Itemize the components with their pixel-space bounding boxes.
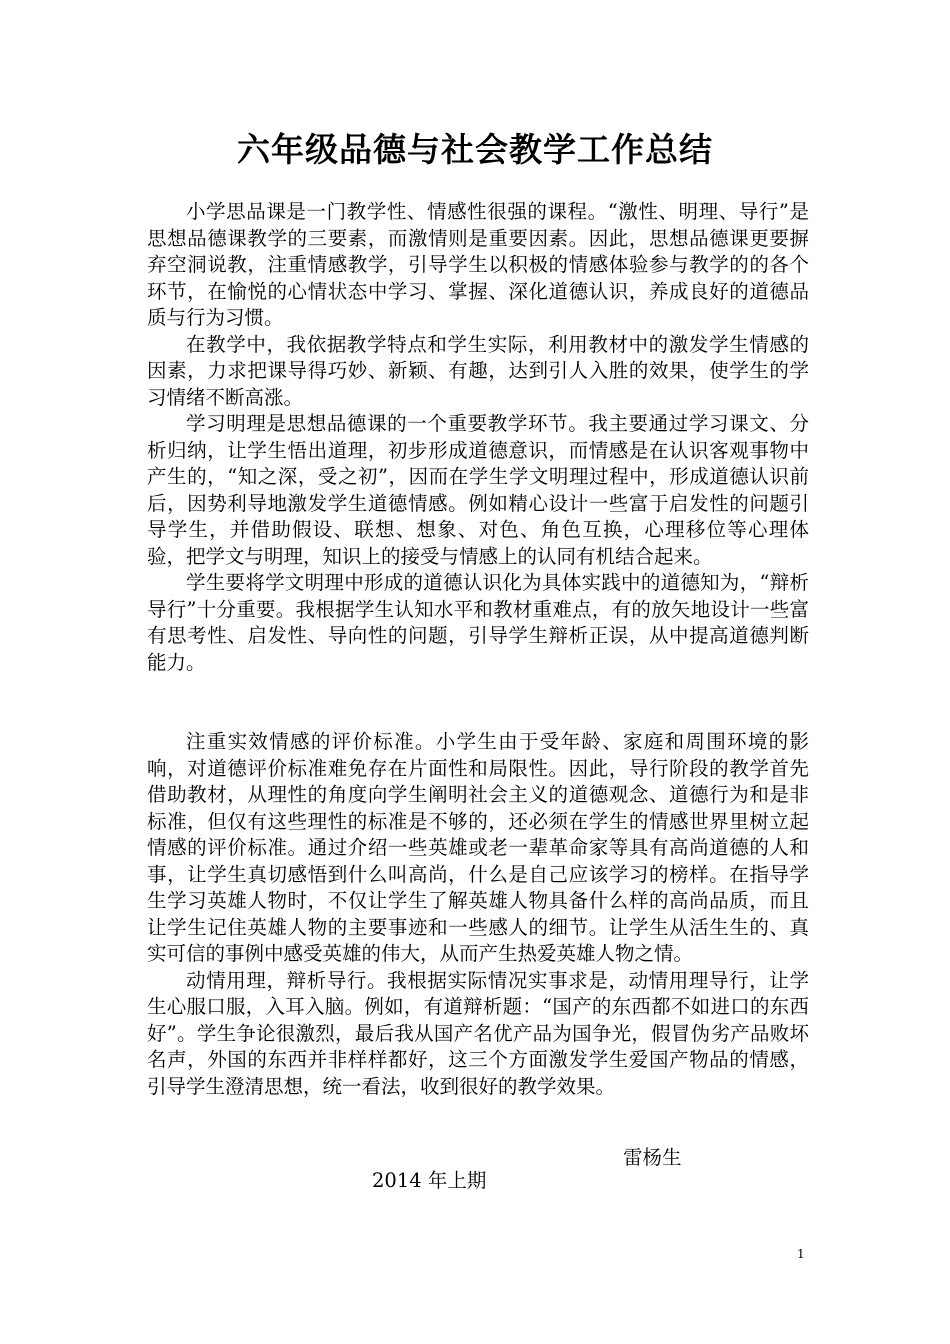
author-signature: 雷杨生 [623,1146,682,1169]
paragraph-intro: 小学思品课是一门教学性、情感性很强的课程。“激性、明理、导行”是思想品德课教学的三要素，而激情则是重要因素。因此，思想品德课更要摒弃空洞说教，注重情感教学，引导学生以积极的情感体验参与教学的的各个环节，在愉悦的心情状态中学习、掌握、深化道德认识，养成良好的道德品质与行为习惯。 [147,200,809,329]
paragraph-practice: 学生要将学文明理中形成的道德认识化为具体实践中的道德知为，“辩析导行”十分重要。我根据学生认知水平和教材重难点，有的放矢地设计一些富有思考性、启发性、导向性的问题，引导学生辩析正误，从中提高道德判断能力。 [147,571,809,674]
document-body [147,199,809,1100]
paragraph-reasoning: 学习明理是思想品德课的一个重要教学环节。我主要通过学习课文、分析归纳，让学生悟出道理，初步形成道德意识，而情感是在认识客观事物中产生的，“知之深，受之初”，因而在学生学文明理过程中，形成道德认识前后，因势利导地激发学生道德情感。例如精心设计一些富于启发性的问题引导学生，并借助假设、联想、想象、对色、角色互换，心理移位等心理体验，把学文与明理，知识上的接受与情感上的认同有机结合起来。 [147,412,809,568]
paragraph-evaluation: 注重实效情感的评价标准。小学生由于受年龄、家庭和周围环境的影响，对道德评价标准难免存在片面性和局限性。因此，导行阶段的教学首先借助教材，从理性的角度向学生阐明社会主义的道德观念、道德行为和是非标准，但仅有这些理性的标准是不够的，还必须在学生的情感世界里树立起情感的评价标准。通过介绍一些英雄或老一辈革命家等具有高尚道德的人和事，让学生真切感悟到什么叫高尚，什么是自己应该学习的榜样。在指导学生学习英雄人物时，不仅让学生了解英雄人物具备什么样的高尚品质，而且让学生记住英雄人物的主要事迹和一些感人的细节。让学生从活生生的、真实可信的事例中感受英雄的伟大，从而产生热爱英雄人物之情。 [147,730,809,965]
page-number: 1 [797,1247,805,1261]
paragraph-gap [147,676,809,729]
paragraph-teaching: 在教学中，我依据教学特点和学生实际，利用教材中的激发学生情感的因素，力求把课导得巧妙、新颖、有趣，达到引人入胜的效果，使学生的学习情绪不断高涨。 [147,332,809,409]
document-date: 2014 年上期 [372,1169,487,1192]
paragraph-guidance: 动情用理，辩析导行。我根据实际情况实事求是，动情用理导行，让学生心服口服，入耳入脑。例如，有道辩析题：“国产的东西都不如进口的东西好”。学生争论很激烈，最后我从国产名优产品为国争光，假冒伪劣产品败坏名声，外国的东西并非样样都好，这三个方面激发学生爱国产物品的情感，引导学生澄清思想，统一看法，收到很好的教学效果。 [147,968,809,1098]
document-title: 六年级品德与社会教学工作总结 [237,130,713,169]
